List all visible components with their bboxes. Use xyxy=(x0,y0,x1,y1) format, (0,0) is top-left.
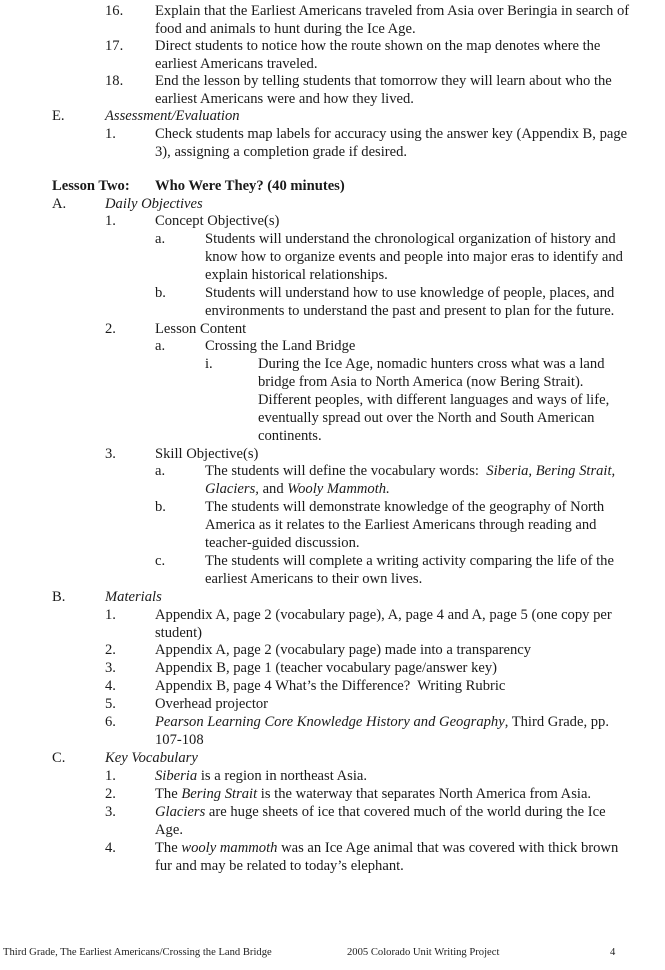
roman-text: bridge from Asia to North America (now Bering Strait). xyxy=(258,374,584,390)
roman-text: continents. xyxy=(258,428,322,444)
roman-text: During the Ice Age, nomadic hunters cross what was a land xyxy=(258,356,605,372)
vocab-definition xyxy=(155,786,591,804)
item-text xyxy=(155,714,609,732)
sub-text-plain: The students will define the vocabulary words: xyxy=(205,463,487,479)
item-number: 6. xyxy=(105,714,116,730)
item-title: Lesson Content xyxy=(155,321,247,337)
item-text: Overhead projector xyxy=(155,696,269,712)
item-number: 5. xyxy=(105,696,116,712)
footer-project: 2005 Colorado Unit Writing Project xyxy=(347,947,500,958)
vocab-term: Glaciers, xyxy=(205,481,259,497)
vocab-definition xyxy=(155,840,618,858)
item-text: Appendix B, page 4 What’s the Difference? Writing Rubric xyxy=(155,678,506,694)
sub-letter: a. xyxy=(155,231,166,247)
item-text: Appendix A, page 2 (vocabulary page) made into a transparency xyxy=(155,642,532,658)
item-number: 2. xyxy=(105,321,116,337)
section-title: Key Vocabulary xyxy=(105,750,198,766)
roman-numeral: i. xyxy=(205,356,213,372)
step-text: Explain that the Earliest Americans traveled from Asia over Beringia in search of xyxy=(155,3,630,19)
sub-text: earliest Americans to their own lives. xyxy=(205,571,423,587)
sub-text: Students will understand how to use knowledge of people, places, and xyxy=(205,285,615,301)
sub-letter: b. xyxy=(155,499,166,515)
section-title: Assessment/Evaluation xyxy=(105,108,240,124)
sub-text: explain historical relationships. xyxy=(205,267,388,283)
section-letter: C. xyxy=(52,750,66,766)
vocab-definition: Age. xyxy=(155,822,183,838)
lesson-title: Who Were They? (40 minutes) xyxy=(155,178,345,194)
step-text: Direct students to notice how the route shown on the map denotes where the xyxy=(155,38,601,54)
item-title: Skill Objective(s) xyxy=(155,446,259,462)
lesson-label: Lesson Two: xyxy=(52,178,130,194)
step-number: 18. xyxy=(105,73,124,89)
section-title: Materials xyxy=(105,589,162,605)
text: is the waterway that separates North America from Asia. xyxy=(257,786,592,802)
sub-text: The students will complete a writing activity comparing the life of the xyxy=(205,553,614,569)
vocab-term: Bering Strait xyxy=(181,786,258,802)
item-text-rest: , Third Grade, pp. xyxy=(504,714,609,730)
roman-text: Different peoples, with different languages and ways of life, xyxy=(258,392,610,408)
step-number: 16. xyxy=(105,3,124,19)
vocab-term: wooly mammoth xyxy=(181,840,278,856)
item-number: 1. xyxy=(105,213,116,229)
step-text: earliest Americans traveled. xyxy=(155,56,318,72)
section-letter: E. xyxy=(52,108,65,124)
item-text: Check students map labels for accuracy using the answer key (Appendix B, page xyxy=(155,126,628,142)
sub-letter: c. xyxy=(155,553,166,569)
book-title: Pearson Learning Core Knowledge History and Geography xyxy=(155,714,505,730)
item-text: Appendix B, page 1 (teacher vocabulary page/answer key) xyxy=(155,660,497,676)
vocab-definition: fur and may be related to today’s elephant. xyxy=(155,858,404,874)
section-letter: A. xyxy=(52,196,67,212)
item-number: 1. xyxy=(105,607,116,623)
item-number: 1. xyxy=(105,768,116,784)
item-text: 3), assigning a completion grade if desired. xyxy=(155,144,408,160)
item-number: 3. xyxy=(105,446,116,462)
text: was an Ice Age animal that was covered with thick brown xyxy=(277,840,619,856)
text: is a region in northeast Asia. xyxy=(197,768,367,784)
item-number: 1. xyxy=(105,126,116,142)
roman-text: eventually spread out over the North and South American xyxy=(258,410,595,426)
page-number: 4 xyxy=(610,947,616,958)
sub-text: The students will demonstrate knowledge of the geography of North xyxy=(205,499,605,515)
step-text: earliest Americans were and how they lived. xyxy=(155,91,414,107)
section-letter: B. xyxy=(52,589,66,605)
item-text: Appendix A, page 2 (vocabulary page), A, page 4 and A, page 5 (one copy per xyxy=(155,607,612,623)
sub-title: Crossing the Land Bridge xyxy=(205,338,356,354)
sub-text: environments to understand the past and present to plan for the future. xyxy=(205,303,615,319)
item-number: 3. xyxy=(105,660,116,676)
item-title: Concept Objective(s) xyxy=(155,213,280,229)
sub-letter: a. xyxy=(155,463,166,479)
item-text: student) xyxy=(155,625,203,641)
sub-text xyxy=(205,481,390,499)
vocab-term: Wooly Mammoth. xyxy=(287,481,390,497)
vocab-term: Glaciers xyxy=(155,804,206,820)
sub-text: teacher-guided discussion. xyxy=(205,535,360,551)
footer-title: Third Grade, The Earliest Americans/Crossing the Land Bridge xyxy=(3,947,272,958)
vocab-term: Siberia xyxy=(155,768,198,784)
sub-text xyxy=(205,463,615,481)
item-number: 2. xyxy=(105,642,116,658)
text: The xyxy=(155,786,182,802)
sub-text-plain: and xyxy=(258,481,288,497)
sub-text: know how to organize events and people into major eras to identify and xyxy=(205,249,623,265)
sub-text: Students will understand the chronological organization of history and xyxy=(205,231,616,247)
step-text: food and animals to hunt during the Ice Age. xyxy=(155,21,416,37)
text: The xyxy=(155,840,182,856)
sub-letter: a. xyxy=(155,338,166,354)
vocab-definition xyxy=(155,768,367,786)
section-title: Daily Objectives xyxy=(105,196,203,212)
sub-letter: b. xyxy=(155,285,166,301)
item-text: 107-108 xyxy=(155,732,204,748)
text: are huge sheets of ice that covered much of the world during the Ice xyxy=(205,804,606,820)
item-number: 4. xyxy=(105,678,116,694)
vocab-definition xyxy=(155,804,606,822)
sub-text: America as it relates to the Earliest Americans through reading and xyxy=(205,517,597,533)
step-text: End the lesson by telling students that tomorrow they will learn about who the xyxy=(155,73,612,89)
vocab-terms: Siberia, Bering Strait, xyxy=(486,463,616,479)
item-number: 4. xyxy=(105,840,116,856)
step-number: 17. xyxy=(105,38,124,54)
item-number: 3. xyxy=(105,804,116,820)
item-number: 2. xyxy=(105,786,116,802)
